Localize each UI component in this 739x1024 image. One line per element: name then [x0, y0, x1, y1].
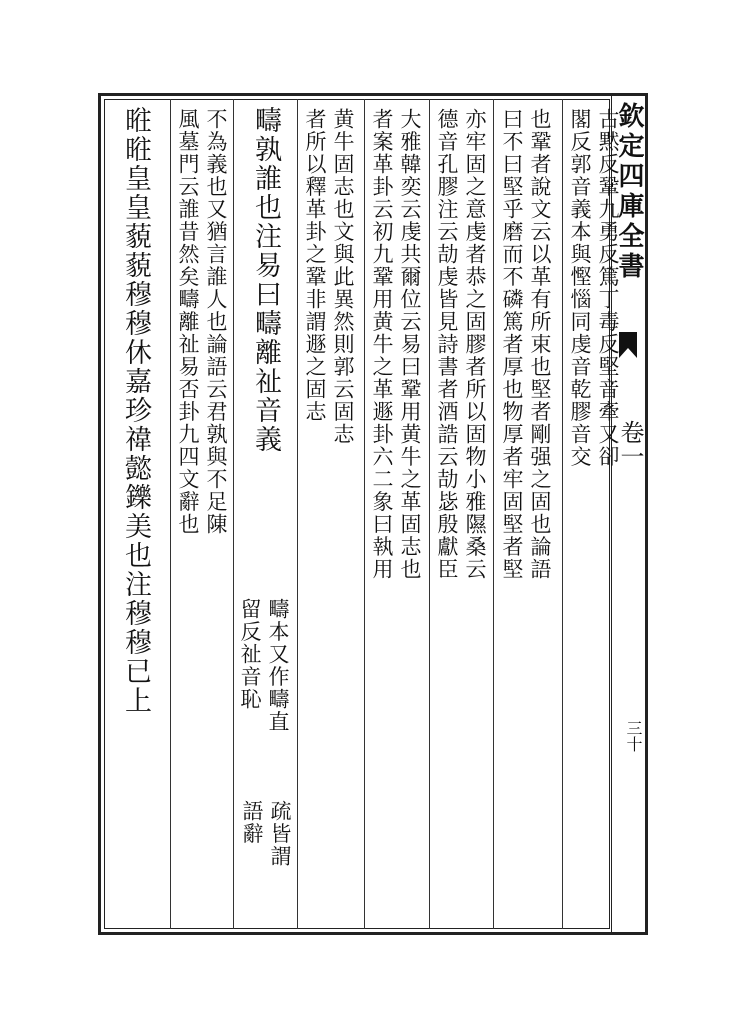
text-column-4	[368, 108, 424, 581]
text-column-2	[498, 108, 554, 581]
margin-volume: 卷一	[616, 420, 644, 468]
column-rule	[429, 99, 430, 929]
text-line: 亦牢固之意虔者恭之固膠者所以固物小雅隰桑云	[463, 108, 487, 581]
text-line: 也鞏者說文云以革有所束也堅者剛强之固也論語	[528, 108, 552, 581]
text-line: 閣反郭音義本與慳惱同虔音乾膠音交	[568, 108, 592, 468]
annotation-block-2	[238, 800, 294, 868]
column-rule	[364, 99, 365, 929]
text-line: 曰不曰堅乎磨而不磷篤者厚也物厚者牢固堅者堅	[500, 108, 524, 581]
column-rule	[170, 99, 171, 929]
text-line: 疇本又作疇直	[266, 598, 290, 733]
margin-book-title: 欽定四庫全書	[614, 102, 644, 282]
text-line: 大雅韓奕云虔共爾位云易曰鞏用黄牛之革固志也	[398, 108, 422, 581]
text-line: 語辭	[240, 800, 264, 845]
column-rule	[297, 99, 298, 929]
column-rule	[562, 99, 563, 929]
text-line: 者案革卦云初九鞏用黄牛之革遯卦六二象曰執用	[370, 108, 394, 581]
main-text-column-1: 疇孰誰也注易曰疇離祉音義	[250, 106, 281, 454]
margin-page-number: 三十	[624, 720, 643, 752]
text-line: 黄牛固志也文與此異然則郭云固志	[331, 108, 355, 446]
annotation-block-1	[236, 598, 292, 733]
text-line: 疏皆謂	[268, 800, 292, 868]
main-text-column-2: 暀暀皇皇藐藐穆穆休嘉珍禕懿鑠美也注穆穆已上	[120, 106, 151, 715]
text-line: 德音孔膠注云劼虔皆見詩書者酒誥云劼毖殷獻臣	[435, 108, 459, 581]
text-line: 者所以釋革卦之鞏非謂遯之固志	[303, 108, 327, 423]
text-column-3	[433, 108, 489, 581]
text-column-5	[301, 108, 357, 446]
text-line: 不為義也又猶言誰人也論語云君孰與不足陳	[204, 108, 228, 536]
column-rule	[493, 99, 494, 929]
text-line: 留反祉音恥	[238, 598, 262, 711]
text-column-1	[566, 108, 622, 468]
text-line: 風墓門云誰昔然矣疇離祉易否卦九四文辭也	[176, 108, 200, 536]
text-line: 古黙反鞏九勇反篤丁毒反堅音牽又卻	[596, 108, 620, 468]
column-rule	[233, 99, 234, 929]
text-column-7	[174, 108, 230, 536]
